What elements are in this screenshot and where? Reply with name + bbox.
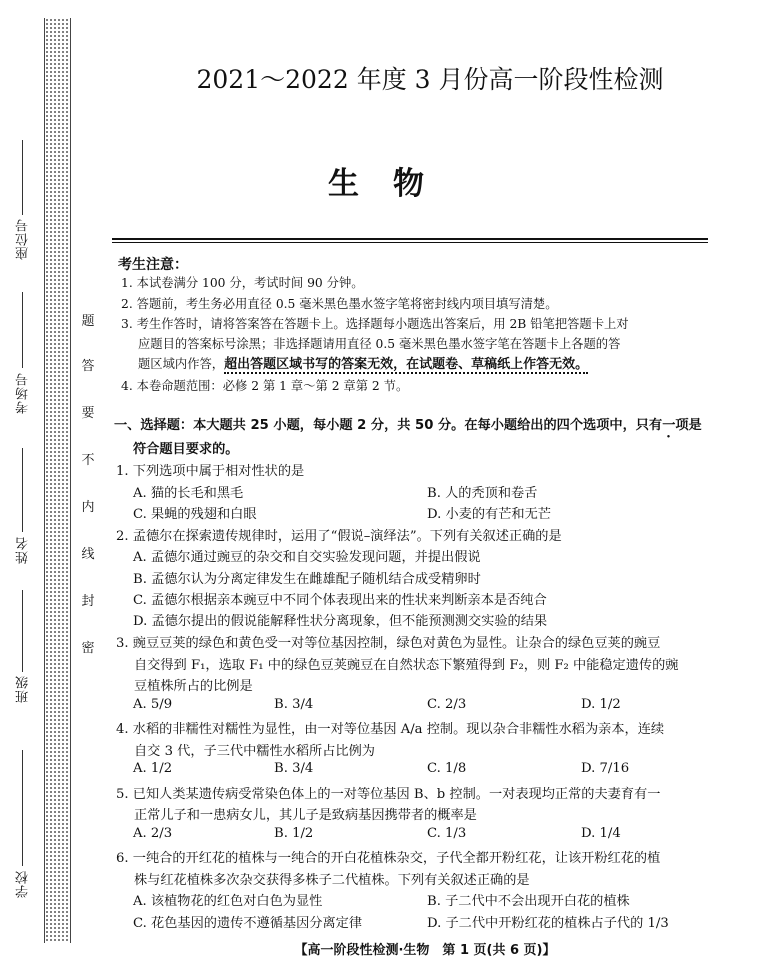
- notice-item-3-normal: 题区域内作答，: [138, 357, 225, 371]
- seal-char: 内: [81, 500, 95, 515]
- question-1-option-d: D. 小麦的有芒和无芒: [427, 507, 551, 522]
- question-1-option-c: C. 果蝇的残翅和白眼: [133, 507, 257, 522]
- name-line[interactable]: [22, 448, 23, 532]
- question-4-stem-line2: 自交 3 代，子三代中糯性水稻所占比例为: [134, 744, 375, 759]
- question-1-option-a: A. 猫的长毛和黑毛: [133, 486, 244, 501]
- question-2-option-c: C. 孟德尔根据亲本豌豆中不同个体表现出来的性状来判断亲本是否纯合: [133, 593, 547, 608]
- seal-char: 封: [81, 594, 95, 609]
- seal-char: 密: [81, 641, 95, 656]
- question-4-option-c: C. 1/8: [427, 761, 467, 776]
- question-4-stem: 4. 水稻的非糯性对糯性为显性，由一对等位基因 A/a 控制。现以杂合非糯性水稻为亲本，连续: [116, 722, 665, 737]
- question-3-option-c: C. 2/3: [427, 697, 467, 712]
- question-6-option-a: A. 该植物花的红色对白色为显性: [133, 894, 323, 909]
- notice-item-2: 2. 答题前，考生务必用直径 0.5 毫米黑色墨水签字笔将密封线内项目填写清楚。: [121, 297, 558, 311]
- seal-char: 要: [81, 406, 95, 421]
- exam-room-line[interactable]: [22, 292, 23, 368]
- seal-char: 不: [81, 453, 95, 468]
- question-3-option-d: D. 1/2: [581, 697, 621, 712]
- question-3-stem: 3. 豌豆豆荚的绿色和黄色受一对等位基因控制，绿色对黄色为显性。让杂合的绿色豆荚的豌豆: [116, 636, 661, 651]
- question-5-option-d: D. 1/4: [581, 826, 621, 841]
- notice-item-1: 1. 本试卷满分 100 分，考试时间 90 分钟。: [121, 276, 364, 290]
- header-rule-thin: [112, 242, 708, 243]
- question-5-option-a: A. 2/3: [133, 826, 173, 841]
- question-2-option-d: D. 孟德尔提出的假说能解释性状分离现象，但不能预测测交实验的结果: [133, 614, 548, 629]
- notice-item-3-line2: 应题目的答案标号涂黑；非选择题请用直径 0.5 毫米黑色墨水签字笔在答题卡上各题的答: [138, 337, 621, 351]
- binding-dot-strip: [44, 18, 71, 943]
- exam-room-label: 考场号: [16, 372, 31, 414]
- section-heading-emphasis: 一: [662, 418, 676, 433]
- seat-number-label: 座位号: [16, 218, 31, 260]
- section-heading-post: 项是: [675, 418, 702, 433]
- school-label: 学校: [16, 870, 31, 898]
- question-3-stem-line3: 豆植株所占的比例是: [134, 679, 253, 694]
- question-6-option-b: B. 子二代中不会出现开白花的植株: [427, 894, 630, 909]
- name-label: 姓名: [16, 536, 31, 564]
- question-3-stem-line2: 自交得到 F₁，选取 F₁ 中的绿色豆荚豌豆在自然状态下繁殖得到 F₂，则 F₂ 中能稳定遗传的豌: [134, 658, 679, 673]
- header-rule: [112, 238, 708, 240]
- question-4-option-b: B. 3/4: [274, 761, 314, 776]
- section-heading: [114, 414, 702, 441]
- question-1-option-b: B. 人的秃顶和卷舌: [427, 486, 538, 501]
- notice-item-3: 3. 考生作答时，请将答案答在答题卡上。选择题每小题选出答案后，用 2B 铅笔把答题卡上对: [121, 317, 629, 331]
- question-4-option-a: A. 1/2: [133, 761, 173, 776]
- question-6-option-c: C. 花色基因的遗传不遵循基因分离定律: [133, 916, 363, 931]
- question-5-option-c: C. 1/3: [427, 826, 467, 841]
- notice-item-3-line3: [138, 353, 588, 372]
- question-5-stem: 5. 已知人类某遗传病受常染色体上的一对等位基因 B、b 控制。一对表现均正常的夫妻育有一: [116, 787, 661, 802]
- question-6-option-d: D. 子二代中开粉红花的植株占子代的 1/3: [427, 916, 669, 931]
- class-line[interactable]: [22, 590, 23, 672]
- notice-title: 考生注意：: [118, 257, 188, 273]
- question-2-option-b: B. 孟德尔认为分离定律发生在雌雄配子随机结合成受精卵时: [133, 572, 481, 587]
- question-3-option-b: B. 3/4: [274, 697, 314, 712]
- class-label: 班级: [16, 675, 31, 703]
- question-2-stem: 2. 孟德尔在探索遗传规律时，运用了“假说–演绎法”。下列有关叙述正确的是: [116, 529, 562, 544]
- question-2-option-a: A. 孟德尔通过豌豆的杂交和自交实验发现问题，并提出假说: [133, 550, 481, 565]
- question-5-option-b: B. 1/2: [274, 826, 314, 841]
- notice-item-4: 4. 本卷命题范围：必修 2 第 1 章～第 2 章第 2 节。: [121, 379, 409, 393]
- question-6-stem-line2: 株与红花植株多次杂交获得多株子二代植株。下列有关叙述正确的是: [134, 873, 530, 888]
- question-5-stem-line2: 正常儿子和一患病女儿，其儿子是致病基因携带者的概率是: [134, 808, 477, 823]
- page-footer: 【高一阶段性检测·生物 第 1 页(共 6 页)】: [294, 943, 556, 958]
- question-1-stem: 1. 下列选项中属于相对性状的是: [116, 464, 305, 479]
- subject-title: 生物: [328, 166, 458, 202]
- seat-number-line[interactable]: [22, 140, 23, 215]
- school-line[interactable]: [22, 750, 23, 866]
- seal-char: 题: [81, 314, 95, 329]
- section-heading-line2: 符合题目要求的。: [133, 442, 239, 457]
- exam-title: 2021～2022 年度 3 月份高一阶段性检测: [196, 65, 664, 94]
- seal-char: 答: [81, 359, 95, 374]
- seal-char: 线: [81, 547, 95, 562]
- notice-item-3-bold: 超出答题区域书写的答案无效，在试题卷、草稿纸上作答无效。: [224, 357, 589, 372]
- section-heading-pre: 一、选择题：本大题共 25 小题，每小题 2 分，共 50 分。在每小题给出的四个选项中，只有: [114, 418, 663, 433]
- question-6-stem: 6. 一纯合的开红花的植株与一纯合的开白花植株杂交，子代全都开粉红花，让该开粉红花的植: [116, 851, 661, 866]
- question-3-option-a: A. 5/9: [133, 697, 173, 712]
- question-4-option-d: D. 7/16: [581, 761, 630, 776]
